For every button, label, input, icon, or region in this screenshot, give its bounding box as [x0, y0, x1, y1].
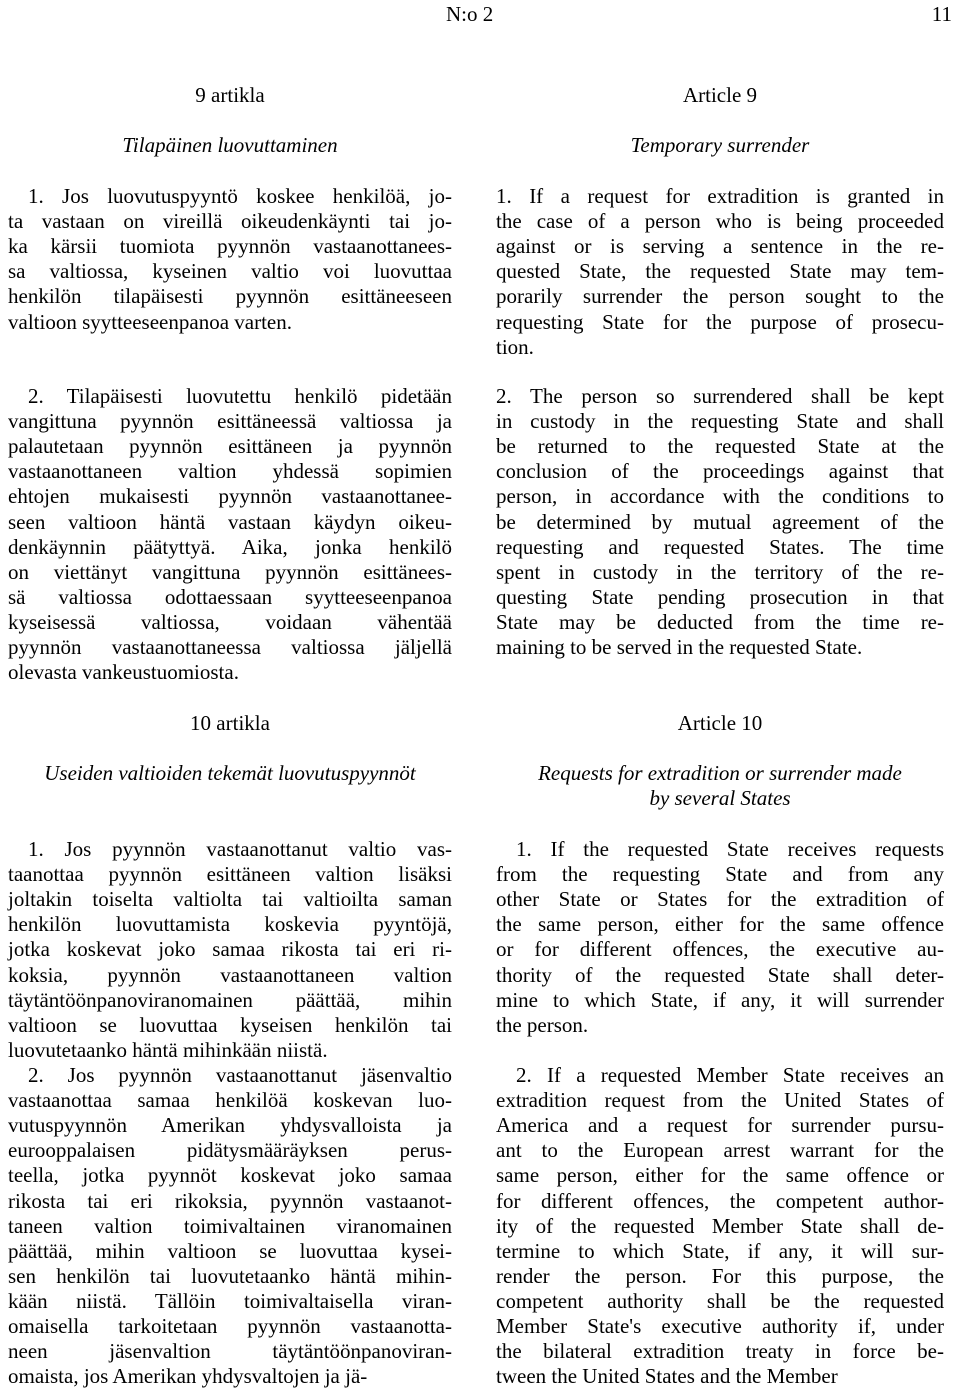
article-10-paragraph-2-fi-line: taneen valtion toimivaltainen viranomainen	[8, 1213, 452, 1238]
article-10-paragraph-2-en-line: extradition request from the United States of	[496, 1088, 944, 1113]
article-9-paragraph-2-en-line: be returned to the requested State at the	[496, 434, 944, 459]
article-10-paragraph-2-en-line: ant to the European arrest warrant for the	[496, 1138, 944, 1163]
article-10-paragraph-2-en-line: ity of the requested Member State shall de-	[496, 1213, 944, 1238]
article-9-title-en: Temporary surrender	[630, 133, 810, 157]
article-10-paragraph-2-fi-line: omaisella tarkoitetaan pyynnön vastaanotta-	[8, 1314, 452, 1338]
article-10-paragraph-1-fi-line: joltakin toiselta valtiolta tai valtioilta saman	[8, 887, 452, 912]
article-10-paragraph-2-en-line: the bilateral extradition treaty in force be-	[496, 1339, 944, 1364]
article-9-paragraph-2-fi-line: vastaanottaneen valtion yhdessä sopimien	[8, 459, 452, 484]
article-10-paragraph-2-en-line: Member State's executive authority if, under	[496, 1314, 944, 1338]
article-9-paragraph-2-en-line: 2. The person so surrendered shall be kept	[496, 384, 944, 408]
article-9-paragraph-2-en-line: requesting and requested States. The time	[496, 534, 944, 559]
article-9-paragraph-2-en-line: spent in custody in the territory of the re-	[496, 559, 944, 584]
article-9-paragraph-2-en-line: questing State pending prosecution in that	[496, 584, 944, 609]
article-10-title-en: by several States	[649, 786, 791, 810]
article-9-heading-en: Article 9	[682, 83, 758, 107]
article-10-heading-en: Article 10	[677, 711, 763, 735]
article-9-paragraph-1-en-line: quested State, the requested State may tem-	[496, 259, 944, 284]
article-9-title-fi: Tilapäinen luovuttaminen	[122, 133, 338, 157]
article-10-paragraph-2-fi-line: omaista, jos Amerikan yhdysvaltojen ja jä-	[8, 1364, 368, 1389]
article-10-paragraph-1-fi-line: valtioon se luovuttaa kyseisen henkilön tai	[8, 1012, 452, 1037]
article-10-paragraph-1-en-line: or for different offences, the executive au-	[496, 937, 944, 962]
article-10-heading-fi: 10 artikla	[190, 711, 270, 735]
article-9-paragraph-2-fi-line: vangittuna pyynnön esittäneessä valtiossa ja	[8, 409, 452, 434]
page-number: 11	[931, 2, 952, 26]
article-10-paragraph-2-en-line: America and a request for surrender pursu-	[496, 1113, 944, 1138]
article-10-paragraph-1-en-line: the person.	[496, 1012, 589, 1037]
article-10-paragraph-2-fi-line: päättää, mihin valtioon se luovuttaa kysei-	[8, 1238, 452, 1263]
article-9-paragraph-2-fi-line: palautetaan pyynnön esittäneen ja pyynnön	[8, 434, 452, 459]
article-9-paragraph-2-en-line: be determined by mutual agreement of the	[496, 509, 944, 534]
article-10-paragraph-1-fi-line: jotka koskevat joko samaa rikosta tai eri ri-	[8, 937, 452, 962]
article-9-paragraph-2-fi-line: on viettänyt vangittuna pyynnön esittänees-	[8, 559, 452, 584]
article-9-paragraph-1-en-line: tion.	[496, 334, 534, 359]
article-10-paragraph-2-en-line: competent authority shall be the requested	[496, 1288, 944, 1313]
article-10-paragraph-1-fi-line: koksia, pyynnön vastaanottaneen valtion	[8, 962, 452, 987]
article-10-paragraph-1-fi-line: täytäntöönpanoviranomainen päättää, mihin	[8, 987, 452, 1012]
article-10-paragraph-2-en-line: 2. If a requested Member State receives an	[516, 1063, 944, 1087]
article-9-paragraph-1-en-line: porarily surrender the person sought to the	[496, 284, 944, 309]
article-10-paragraph-2-fi-line: rikosta tai eri rikoksia, pyynnön vastaanot-	[8, 1188, 452, 1213]
article-10-paragraph-1-en-line: other State or States for the extradition of	[496, 887, 944, 912]
article-10-paragraph-2-fi-line: neen jäsenvaltion täytäntöönpanoviran-	[8, 1339, 452, 1364]
article-9-paragraph-1-fi-line: valtioon syytteeseenpanoa varten.	[8, 309, 292, 334]
article-9-paragraph-1-fi-line: sa valtiossa, kyseinen valtio voi luovuttaa	[8, 259, 452, 284]
article-10-paragraph-2-en-line: termine to which State, if any, it will sur-	[496, 1238, 944, 1263]
article-9-paragraph-1-fi-line: henkilön tilapäisesti pyynnön esittäneeseen	[8, 284, 452, 309]
article-9-paragraph-2-en-line: person, in accordance with the conditions to	[496, 484, 944, 509]
article-10-paragraph-2-en-line: for different offences, the competent author-	[496, 1188, 944, 1213]
article-10-paragraph-2-fi-line: teella, jotka pyynnöt koskevat joko samaa	[8, 1163, 452, 1188]
article-9-paragraph-2-en-line: conclusion of the proceedings against that	[496, 459, 944, 484]
article-9-paragraph-1-fi-line: 1. Jos luovutuspyyntö koskee henkilöä, jo-	[28, 184, 452, 208]
article-10-paragraph-1-fi-line: luovutetaanko häntä mihinkään niistä.	[8, 1037, 328, 1062]
article-9-paragraph-2-en-line: in custody in the requesting State and shall	[496, 409, 944, 434]
article-10-paragraph-1-en-line: thority of the requested State shall deter-	[496, 962, 944, 987]
article-9-paragraph-2-fi-line: 2. Tilapäisesti luovutettu henkilö pidetään	[28, 384, 452, 408]
article-9-paragraph-2-fi-line: denkäynnin päätyttyä. Aika, jonka henkilö	[8, 534, 452, 559]
article-10-paragraph-2-en-line: tween the United States and the Member	[496, 1364, 838, 1389]
article-9-paragraph-1-fi-line: ta vastaan on vireillä oikeudenkäynti tai jo-	[8, 209, 452, 234]
article-9-paragraph-1-en-line: requesting State for the purpose of prosecu-	[496, 309, 944, 334]
article-9-heading-fi: 9 artikla	[195, 83, 265, 107]
article-10-paragraph-1-fi-line: taanottaa pyynnön esittäneen valtion lisäksi	[8, 862, 452, 887]
article-9-paragraph-1-fi-line: ka kärsii tuomiota pyynnön vastaanottanees-	[8, 234, 452, 259]
article-10-paragraph-2-fi-line: sen henkilön tai luovutetaanko häntä mihin-	[8, 1263, 452, 1288]
article-9-paragraph-1-en-line: the case of a person who is being proceeded	[496, 209, 944, 234]
article-10-paragraph-2-en-line: render the person. For this purpose, the	[496, 1263, 944, 1288]
article-9-paragraph-1-en-line: against or is serving a sentence in the re-	[496, 234, 944, 259]
article-9-paragraph-2-fi-line: sä valtiossa odottaessaan syytteeseenpanoa	[8, 584, 452, 609]
article-9-paragraph-2-en-line: State may be deducted from the time re-	[496, 609, 944, 634]
article-10-paragraph-2-fi-line: eurooppalaisen pidätysmääräyksen perus-	[8, 1138, 452, 1163]
article-10-paragraph-2-fi-line: vastaanottaa samaa henkilöä koskevan luo-	[8, 1088, 452, 1113]
article-9-paragraph-2-fi-line: kyseisessä valtiossa, voidaan vähentää	[8, 609, 452, 634]
page-header-left: N:o 2	[446, 2, 494, 26]
article-9-paragraph-2-fi-line: ehtojen mukaisesti pyynnön vastaanottanee-	[8, 484, 452, 509]
article-9-paragraph-2-fi-line: pyynnön vastaanottaneessa valtiossa jäljellä	[8, 635, 452, 659]
article-9-paragraph-2-fi-line: olevasta vankeustuomiosta.	[8, 660, 239, 685]
article-10-paragraph-1-en-line: the same person, either for the same offence	[496, 912, 944, 937]
article-9-paragraph-1-en-line: 1. If a request for extradition is granted in	[496, 184, 944, 208]
article-9-paragraph-2-fi-line: seen valtioon häntä vastaan käydyn oikeu-	[8, 509, 452, 534]
article-9-paragraph-2-en-line: maining to be served in the requested State.	[496, 635, 863, 659]
article-10-paragraph-2-en-line: same person, either for the same offence or	[496, 1163, 944, 1188]
article-10-paragraph-1-en-line: mine to which State, if any, it will surrender	[496, 987, 944, 1012]
article-10-paragraph-1-fi-line: 1. Jos pyynnön vastaanottanut valtio vas-	[28, 837, 452, 861]
article-10-paragraph-1-fi-line: henkilön luovuttamista koskevia pyyntöjä,	[8, 912, 452, 937]
article-10-paragraph-1-en-line: from the requesting State and from any	[496, 862, 944, 887]
article-10-paragraph-2-fi-line: vutuspyynnön Amerikan yhdysvalloista ja	[8, 1113, 452, 1138]
article-10-paragraph-1-en-line: 1. If the requested State receives requests	[516, 837, 944, 861]
article-10-title-en: Requests for extradition or surrender made	[538, 761, 902, 785]
article-10-paragraph-2-fi-line: kään niistä. Tällöin toimivaltaisella viran-	[8, 1288, 452, 1313]
article-10-title-fi: Useiden valtioiden tekemät luovutuspyynnöt	[44, 761, 416, 785]
article-10-paragraph-2-fi-line: 2. Jos pyynnön vastaanottanut jäsenvaltio	[28, 1063, 452, 1087]
